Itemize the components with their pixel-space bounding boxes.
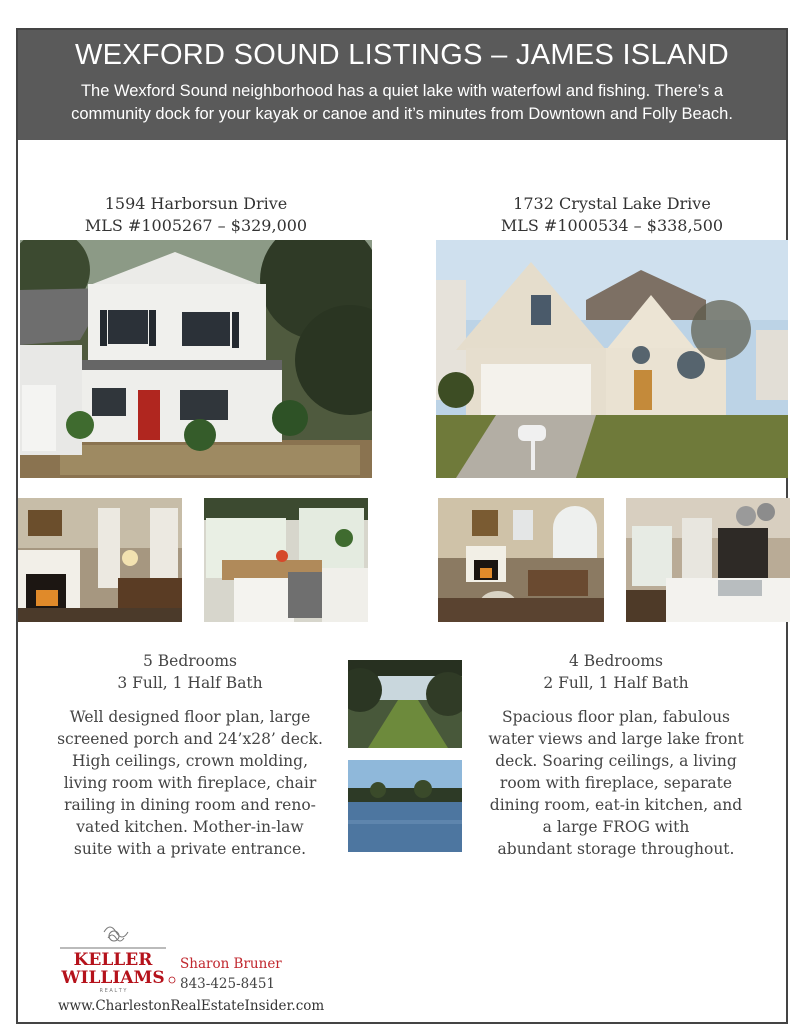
listing-1-exterior-photo <box>20 240 372 478</box>
intro-text <box>48 80 756 126</box>
intro-line-1: The Wexford Sound neighborhood has a quiet lake with waterfowl and fishing. There’s a <box>80 82 724 100</box>
listing-1-bedrooms: 5 Bedrooms <box>143 652 237 670</box>
listing-2-baths: 2 Full, 1 Half Bath <box>543 674 689 692</box>
listing-1-kitchen-photo <box>204 498 368 622</box>
logo-text-realty: R E A L T Y <box>99 988 127 994</box>
lake-view-photo <box>348 760 462 852</box>
listing-2-desc-line: water views and large lake front <box>488 730 744 748</box>
lake-dock-photo <box>348 660 462 748</box>
listing-1-specs <box>40 650 340 694</box>
listing-2-desc-line: abundant storage throughout. <box>497 840 735 858</box>
listing-1-desc-line: railing in dining room and reno- <box>64 796 316 814</box>
listing-1-desc-line: suite with a private entrance. <box>73 840 307 858</box>
listing-1-description <box>30 706 350 860</box>
intro-line-2: community dock for your kayak or canoe and it’s minutes from Downtown and Folly Beach. <box>71 105 733 123</box>
listing-2-bedrooms: 4 Bedrooms <box>569 652 663 670</box>
page-title: WEXFORD SOUND LISTINGS – JAMES ISLAND <box>74 39 730 71</box>
keller-williams-logo <box>58 922 178 994</box>
agent-phone: 843-425-8451 <box>180 976 276 992</box>
agent-website-link[interactable]: www.CharlestonRealEstateInsider.com <box>58 998 325 1014</box>
listing-2-mls-price: MLS #1000534 – $338,500 <box>500 216 724 235</box>
listing-2-desc-line: deck. Soaring ceilings, a living <box>495 752 737 770</box>
listing-2-kitchen-photo <box>626 498 790 622</box>
listing-2-address: 1732 Crystal Lake Drive <box>513 194 711 213</box>
listing-1-desc-line: living room with fireplace, chair <box>63 774 317 792</box>
agent-name: Sharon Bruner <box>180 956 282 972</box>
listing-1-mls-price: MLS #1005267 – $329,000 <box>84 216 308 235</box>
listing-1-desc-line: Well designed floor plan, large <box>69 708 311 726</box>
listing-2-specs <box>466 650 766 694</box>
listing-2-heading <box>436 193 788 237</box>
listing-2-description <box>456 706 776 860</box>
listing-2-desc-line: Spacious floor plan, fabulous <box>501 708 731 726</box>
logo-text-keller: KELLER <box>73 950 153 970</box>
listing-1-address: 1594 Harborsun Drive <box>104 194 288 213</box>
header-banner <box>18 30 786 140</box>
listing-2-living-room-photo <box>438 498 604 622</box>
listing-2-desc-line: room with fireplace, separate <box>499 774 733 792</box>
listing-1-heading <box>20 193 372 237</box>
listing-1-baths: 3 Full, 1 Half Bath <box>117 674 263 692</box>
listing-1-desc-line: screened porch and 24’x28’ deck. <box>57 730 323 748</box>
listing-1-desc-line: High ceilings, crown molding, <box>71 752 309 770</box>
listing-2-desc-line: dining room, eat-in kitchen, and <box>489 796 743 814</box>
listing-1-living-room-photo <box>18 498 182 622</box>
listing-2-desc-line: a large FROG with <box>542 818 690 836</box>
agent-contact <box>180 954 282 994</box>
listing-1-desc-line: vated kitchen. Mother-in-law <box>76 818 304 836</box>
listing-2-exterior-photo <box>436 240 788 478</box>
logo-text-williams: WILLIAMS <box>61 968 165 988</box>
